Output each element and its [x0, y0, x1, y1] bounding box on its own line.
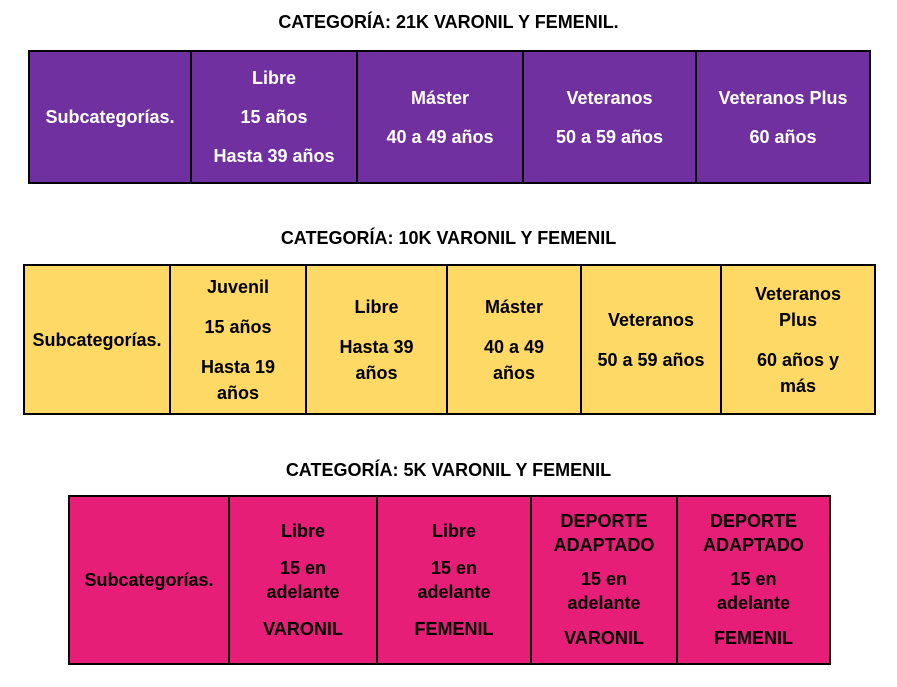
cell-line: 15 años	[240, 107, 308, 127]
cell-line: 15 en adelante	[417, 558, 491, 602]
cell-master	[357, 51, 523, 183]
title-21k: CATEGORÍA: 21K VARONIL Y FEMENIL.	[278, 12, 619, 32]
cell-line: Máster	[410, 87, 470, 108]
table-row	[69, 496, 830, 664]
cell-line: Hasta 39 años	[213, 146, 335, 166]
cell-line: Veteranos	[607, 309, 695, 330]
table-row	[24, 265, 875, 414]
table-row	[29, 51, 870, 183]
table-5k	[68, 495, 831, 665]
cell-line: Hasta 39 años	[339, 336, 414, 383]
cell-libre	[191, 51, 357, 183]
cell-line: Libre	[280, 521, 325, 541]
table-10k	[23, 264, 876, 415]
subcategory-header-cell	[69, 496, 229, 664]
cell-libre-varonil	[229, 496, 377, 664]
cell-line: Juvenil	[206, 276, 270, 297]
cell-libre-femenil	[377, 496, 531, 664]
cell-line: DEPORTE ADAPTADO	[553, 511, 655, 555]
cell-veteranos	[523, 51, 696, 183]
subcategory-header-cell	[24, 265, 170, 414]
cell-juvenil	[170, 265, 306, 414]
cell-line: 15 en adelante	[716, 569, 791, 613]
table-21k	[28, 50, 871, 184]
cell-libre	[306, 265, 447, 414]
title-10k: CATEGORÍA: 10K VARONIL Y FEMENIL	[280, 228, 617, 248]
cell-master	[447, 265, 581, 414]
cell-line: 40 a 49 años	[386, 126, 494, 147]
cell-line: Veteranos	[566, 87, 653, 108]
cell-veteranos-plus	[696, 51, 870, 183]
cell-line: 60 años y más	[756, 349, 840, 396]
cell-line: Libre	[251, 68, 296, 88]
cell-line: 40 a 49 años	[483, 336, 545, 383]
cell-line: 50 a 59 años	[597, 349, 705, 370]
cell-line: 15 años	[204, 316, 272, 337]
cell-line: VARONIL	[263, 619, 343, 639]
cell-veteranos-plus	[721, 265, 875, 414]
cell-line: FEMENIL	[714, 628, 793, 648]
subcategory-header: Subcategorías.	[32, 329, 162, 350]
cell-line: VARONIL	[564, 628, 644, 648]
cell-adaptado-femenil	[677, 496, 830, 664]
cell-line: Máster	[484, 296, 544, 317]
subcategory-header: Subcategorías.	[84, 570, 214, 590]
cell-line: 15 en adelante	[266, 558, 340, 602]
title-5k: CATEGORÍA: 5K VARONIL Y FEMENIL	[285, 460, 612, 480]
cell-line: Veteranos Plus	[754, 283, 842, 330]
cell-veteranos	[581, 265, 721, 414]
cell-line: DEPORTE ADAPTADO	[703, 511, 804, 555]
cell-line: 60 años	[749, 126, 817, 147]
cell-line: 15 en adelante	[567, 569, 641, 613]
cell-adaptado-varonil	[531, 496, 677, 664]
cell-line: Libre	[431, 521, 476, 541]
cell-line: Veteranos Plus	[718, 87, 848, 108]
subcategory-header: Subcategorías.	[45, 107, 175, 127]
cell-line: FEMENIL	[414, 619, 494, 639]
cell-line: Libre	[354, 296, 399, 317]
cell-line: Hasta 19 años	[200, 356, 276, 403]
subcategory-header-cell	[29, 51, 191, 183]
cell-line: 50 a 59 años	[555, 126, 664, 147]
